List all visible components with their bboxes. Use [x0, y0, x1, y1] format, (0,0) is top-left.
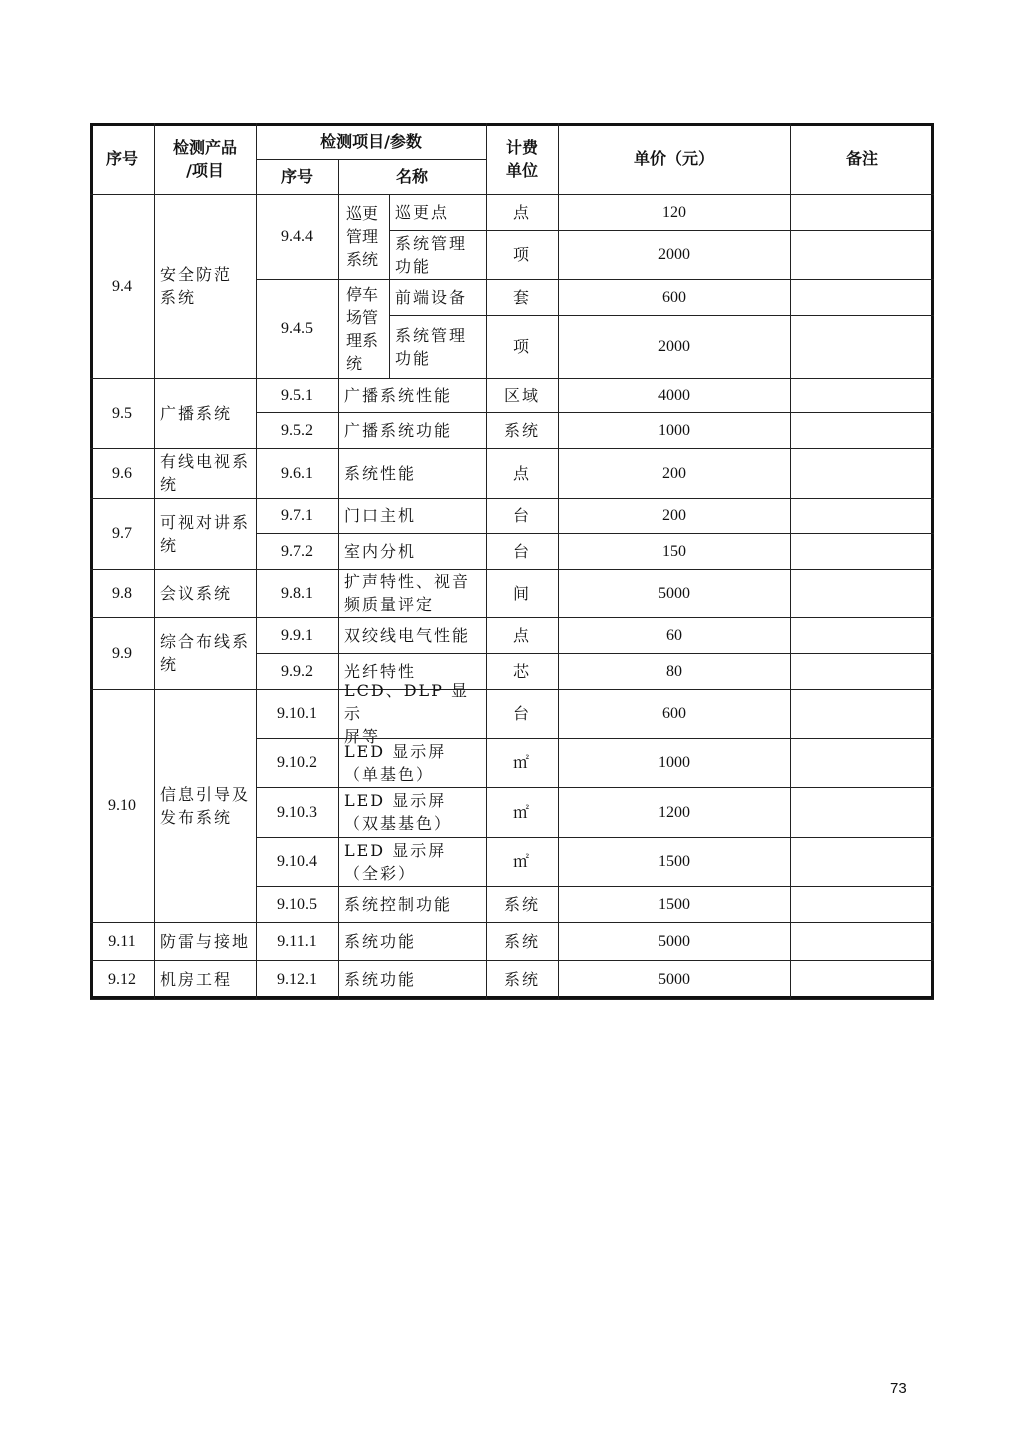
row-price: 5000: [658, 971, 690, 988]
group-product: 防雷与接地: [160, 931, 251, 951]
row-remark: [790, 448, 934, 498]
group-seq: 9.12: [108, 971, 136, 988]
row-unit: 台: [512, 704, 531, 723]
subgroup-name: 停车 场管 理系 统: [346, 284, 379, 373]
row-seq: 9.11.1: [277, 932, 317, 950]
row-seq: 9.10.3: [277, 803, 317, 821]
row-unit: 项: [512, 337, 531, 356]
row-price: 120: [662, 203, 686, 221]
row-unit: 台: [512, 506, 531, 525]
row-remark: [790, 279, 934, 315]
header-seq: 序号: [105, 149, 138, 168]
row-remark: [790, 738, 934, 787]
group-product: 会议系统: [160, 583, 233, 603]
row-price: 60: [666, 626, 682, 644]
row-price: 80: [666, 662, 682, 680]
row-seq: 9.10.1: [277, 705, 317, 722]
row-unit: 点: [512, 625, 531, 645]
header-remark: 备注: [845, 149, 878, 168]
row-unit: ㎡: [512, 802, 531, 822]
row-unit: 系统: [503, 420, 540, 440]
row-unit: 项: [512, 245, 531, 264]
grid-line: [389, 194, 390, 378]
group-product: 广播系统: [160, 403, 233, 423]
subgroup-seq: 9.4.4: [281, 228, 313, 245]
group-seq: 9.10: [108, 797, 136, 814]
row-remark: [790, 315, 934, 378]
row-name: 广播系统功能: [344, 420, 453, 440]
row-name: 扩声特性、视音 频质量评定: [344, 572, 471, 614]
row-seq: 9.10.2: [277, 754, 317, 771]
row-name: LED 显示屏 （单基色）: [344, 741, 447, 784]
row-unit: 系统: [503, 970, 540, 989]
row-remark: [790, 617, 934, 653]
row-unit: 点: [512, 463, 531, 483]
grid-line: [256, 123, 257, 999]
row-seq: 9.12.1: [277, 971, 317, 988]
row-name: 系统控制功能: [344, 894, 453, 914]
grid-line: [90, 999, 934, 1000]
row-price: 200: [662, 507, 686, 524]
row-remark: [790, 194, 934, 230]
row-unit: 芯: [512, 661, 531, 681]
row-remark: [790, 689, 934, 738]
group-product: 机房工程: [160, 970, 233, 989]
row-unit: 区域: [503, 385, 540, 405]
row-name: 系统功能: [344, 931, 417, 951]
group-seq: 9.4: [112, 277, 132, 295]
group-product: 安全防范 系统: [160, 265, 233, 307]
row-remark: [790, 653, 934, 689]
row-name: 前端设备: [395, 287, 468, 307]
row-remark: [790, 787, 934, 837]
row-price: 600: [662, 288, 686, 306]
row-seq: 9.5.2: [281, 421, 313, 439]
row-remark: [790, 412, 934, 448]
row-price: 600: [662, 705, 686, 722]
group-seq: 9.11: [108, 932, 136, 950]
row-name: 广播系统性能: [344, 385, 453, 405]
row-seq: 9.10.4: [277, 853, 317, 870]
page-number: 73: [890, 1380, 907, 1397]
row-price: 5000: [658, 584, 690, 602]
group-product: 信息引导及 发布系统: [160, 784, 251, 827]
row-remark: [790, 569, 934, 617]
group-product: 有线电视系 统: [160, 452, 251, 494]
row-remark: [790, 378, 934, 412]
row-price: 150: [662, 542, 686, 560]
row-seq: 9.10.5: [277, 895, 317, 913]
row-unit: 台: [512, 541, 531, 561]
price-table: [90, 123, 934, 999]
row-name: 巡更点: [395, 202, 450, 222]
header-sub-name: 名称: [395, 167, 428, 186]
grid-line: [256, 159, 486, 160]
row-seq: 9.9.1: [281, 626, 313, 644]
row-name: 室内分机: [344, 541, 417, 561]
group-product: 可视对讲系 统: [160, 512, 251, 555]
group-seq: 9.9: [112, 644, 132, 662]
row-remark: [790, 960, 934, 999]
grid-line: [790, 123, 791, 999]
row-name: 系统管理 功能: [395, 233, 468, 276]
row-price: 1500: [658, 853, 690, 870]
row-remark: [790, 230, 934, 279]
row-unit: ㎡: [512, 753, 531, 772]
group-seq: 9.6: [112, 464, 132, 482]
row-unit: 间: [512, 583, 531, 603]
row-price: 2000: [658, 246, 690, 263]
header-items-params: 检测项目/参数: [320, 131, 422, 151]
grid-line: [558, 123, 559, 999]
grid-line: [486, 123, 487, 999]
row-price: 2000: [658, 338, 690, 355]
row-remark: [790, 533, 934, 569]
row-price: 1200: [658, 803, 690, 821]
row-remark: [790, 837, 934, 886]
row-seq: 9.7.2: [281, 542, 313, 560]
row-unit: 系统: [503, 931, 540, 951]
group-seq: 9.8: [112, 584, 132, 602]
row-name: LED 显示屏 （全彩）: [344, 840, 447, 883]
subgroup-seq: 9.4.5: [281, 320, 313, 337]
row-unit: 系统: [503, 894, 540, 914]
group-seq: 9.7: [112, 525, 132, 542]
row-seq: 9.5.1: [281, 386, 313, 404]
row-remark: [790, 498, 934, 533]
header-sub-seq: 序号: [280, 167, 313, 186]
row-name: 系统管理 功能: [395, 325, 468, 368]
row-seq: 9.8.1: [281, 584, 313, 602]
row-name: 系统功能: [344, 970, 417, 989]
row-price: 1500: [658, 895, 690, 913]
header-price: 单价（元）: [633, 149, 714, 168]
group-seq: 9.5: [112, 404, 132, 422]
grid-line: [154, 123, 155, 999]
row-unit: 套: [512, 287, 531, 307]
grid-line: [338, 159, 339, 999]
row-name: 门口主机: [344, 506, 417, 525]
row-name: 双绞线电气性能: [344, 625, 471, 645]
row-price: 5000: [658, 932, 690, 950]
row-remark: [790, 886, 934, 922]
row-name: 光纤特性: [344, 661, 417, 681]
header-product: 检测产品 /项目: [172, 137, 237, 180]
row-remark: [790, 922, 934, 960]
row-price: 4000: [658, 386, 690, 404]
row-seq: 9.7.1: [281, 507, 313, 524]
row-name: LED 显示屏 （双基基色）: [344, 791, 453, 833]
row-price: 1000: [658, 754, 690, 771]
row-unit: ㎡: [512, 852, 531, 871]
row-price: 1000: [658, 421, 690, 439]
group-product: 综合布线系 统: [160, 632, 251, 674]
row-seq: 9.9.2: [281, 662, 313, 680]
header-unit: 计费 单位: [505, 137, 538, 180]
row-name: LCD、DLP 显示 屏等: [344, 681, 470, 746]
subgroup-name: 巡更 管理 系统: [346, 204, 379, 269]
row-seq: 9.6.1: [281, 464, 313, 482]
row-name: 系统性能: [344, 463, 417, 483]
row-unit: 点: [512, 202, 531, 222]
row-price: 200: [662, 464, 686, 482]
